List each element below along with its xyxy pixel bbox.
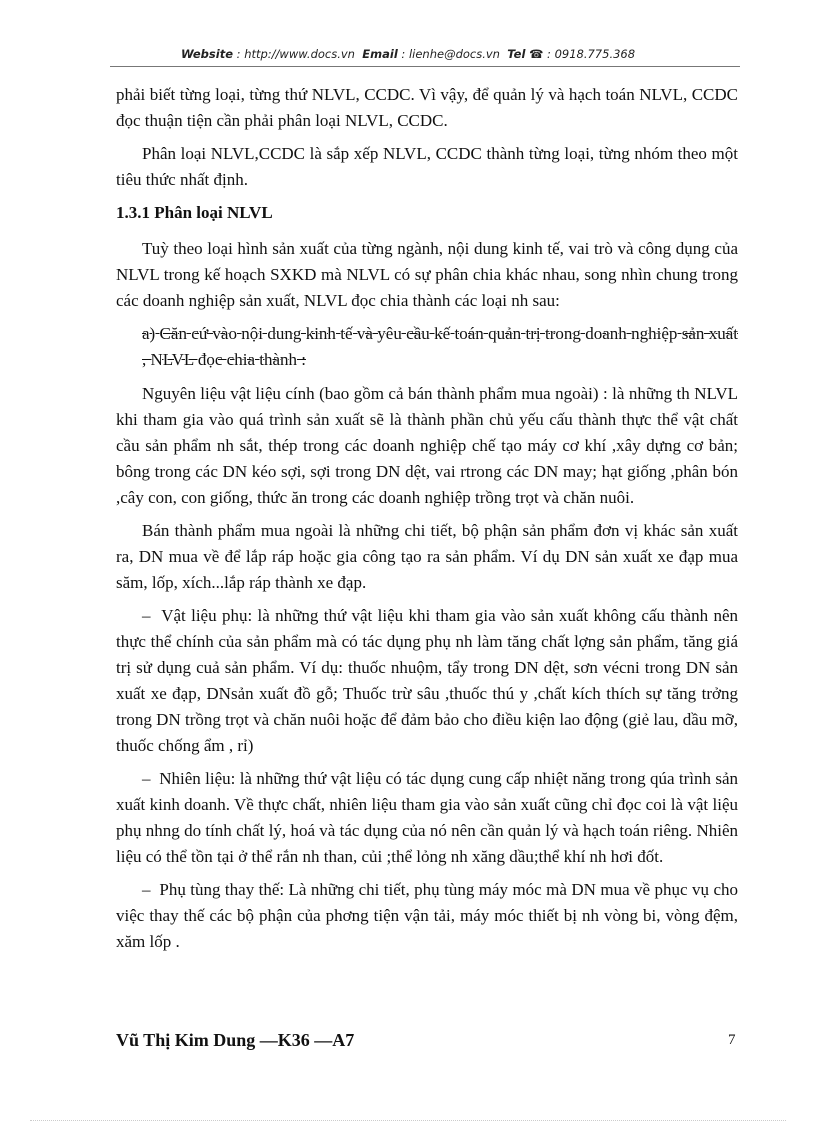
paragraph-main-materials: Nguyên liệu vật liệu cính (bao gồm cả bán thành phẩm mua ngoài) : là những th NLVL khi tham gia vào quá trình sản xuất sẽ là thành phần chủ yếu cấu thành thực thể vật chất cầu sản phẩm nh sắt, thép trong các doanh nghiệp chế tạo máy cơ khí ,xây dựng cơ bản; bông trong các DN kéo sợi, sợi trong DN dệt, vai rtrong các DN may; hạt giống ,phân bón ,cây con, con giống, thức ăn trong các doanh nghiệp trồng trọt và chăn nuôi.: [116, 384, 738, 507]
subheading-a: a) Căn cứ vào nội dung kinh tế và yêu cầu kế toán quản trị trong doanh nghiệp sản xuất , NLVL đọc chia thành :: [142, 324, 738, 369]
website-value[interactable]: : http://www.docs.vn: [236, 47, 355, 61]
document-body: [116, 82, 738, 962]
page-bottom-divider: [30, 1120, 786, 1121]
paragraph-section-intro: Tuỳ theo loại hình sản xuất của từng ngành, nội dung kinh tế, vai trò và công dụng của NLVL trong kế hoạch SXKD mà NLVL có sự phân chia khác nhau, song nhìn chung trong các doanh nghiệp sản xuất, NLVL đọc chia thành các loại nh sau:: [116, 239, 738, 310]
paragraph-intro: phải biết từng loại, từng thứ NLVL, CCDC. Vì vậy, để quản lý và hạch toán NLVL, CCDC đọc thuận tiện cần phải phân loại NLVL, CCDC.: [116, 85, 738, 130]
paragraph-spare-parts: – Phụ tùng thay thế: Là những chi tiết, phụ tùng máy móc mà DN mua về phục vụ cho việc thay thế các bộ phận của phơng tiện vận tải, máy móc thiết bị nh vòng bi, vòng đệm, xăm lốp .: [116, 877, 738, 955]
header-divider: [110, 66, 740, 67]
paragraph-fuel: – Nhiên liệu: là những thứ vật liệu có tác dụng cung cấp nhiệt năng trong qúa trình sản xuất kinh doanh. Về thực chất, nhiên liệu tham gia vào sản xuất cũng chỉ đọc coi là vật liệu phụ nhng do tính chất lý, hoá và tác dụng của nó nên cần quản lý và hạch toán riêng. Nhiên liệu có thể tồn tại ở thể rắn nh than, củi ;thể lỏng nh xăng dầu;thể khí nh hơi đốt.: [116, 766, 738, 870]
paragraph-auxiliary-materials: – Vật liệu phụ: là những thứ vật liệu khi tham gia vào sản xuất không cấu thành nên thực thể chính của sản phẩm mà có tác dụng phụ nh làm tăng chất lợng sản phẩm, tăng giá trị sử dụng cuả sản phẩm. Ví dụ: thuốc nhuộm, tẩy trong DN dệt, sơn vécni trong DN sản xuất xe đạp, DNsản xuất đồ gỗ; Thuốc trừ sâu ,thuốc thú y ,chất kích thích sự tăng trởng trong DN trồng trọt và chăn nuôi hoặc để đảm bảo cho điều kiện lao động (giẻ lau, dầu mỡ, thuốc chống ẩm , rỉ): [116, 603, 738, 759]
website-label: Website: [180, 47, 234, 61]
paragraph-semi-finished: Bán thành phẩm mua ngoài là những chi tiết, bộ phận sản phẩm đơn vị khác sản xuất ra, DN mua về để lắp ráp hoặc gia công tạo ra sản phẩm. Ví dụ DN sản xuất xe đạp mua săm, lốp, xích...lắp ráp thành xe đạp.: [116, 521, 738, 592]
footer-author: Vũ Thị Kim Dung —K36 —A7: [116, 1030, 355, 1050]
paragraph-classification-definition: Phân loại NLVL,CCDC là sắp xếp NLVL, CCDC thành từng loại, từng nhóm theo một tiêu thức nhất định.: [116, 144, 738, 189]
section-heading: 1.3.1 Phân loại NLVL: [116, 203, 273, 222]
tel-label: Tel: [507, 47, 526, 61]
tel-value: ☎ : 0918.775.368: [529, 47, 636, 61]
page-header: [0, 47, 816, 61]
page-number: 7: [728, 1032, 736, 1048]
email-label: Email: [362, 47, 398, 61]
email-value[interactable]: : lienhe@docs.vn: [401, 47, 500, 61]
